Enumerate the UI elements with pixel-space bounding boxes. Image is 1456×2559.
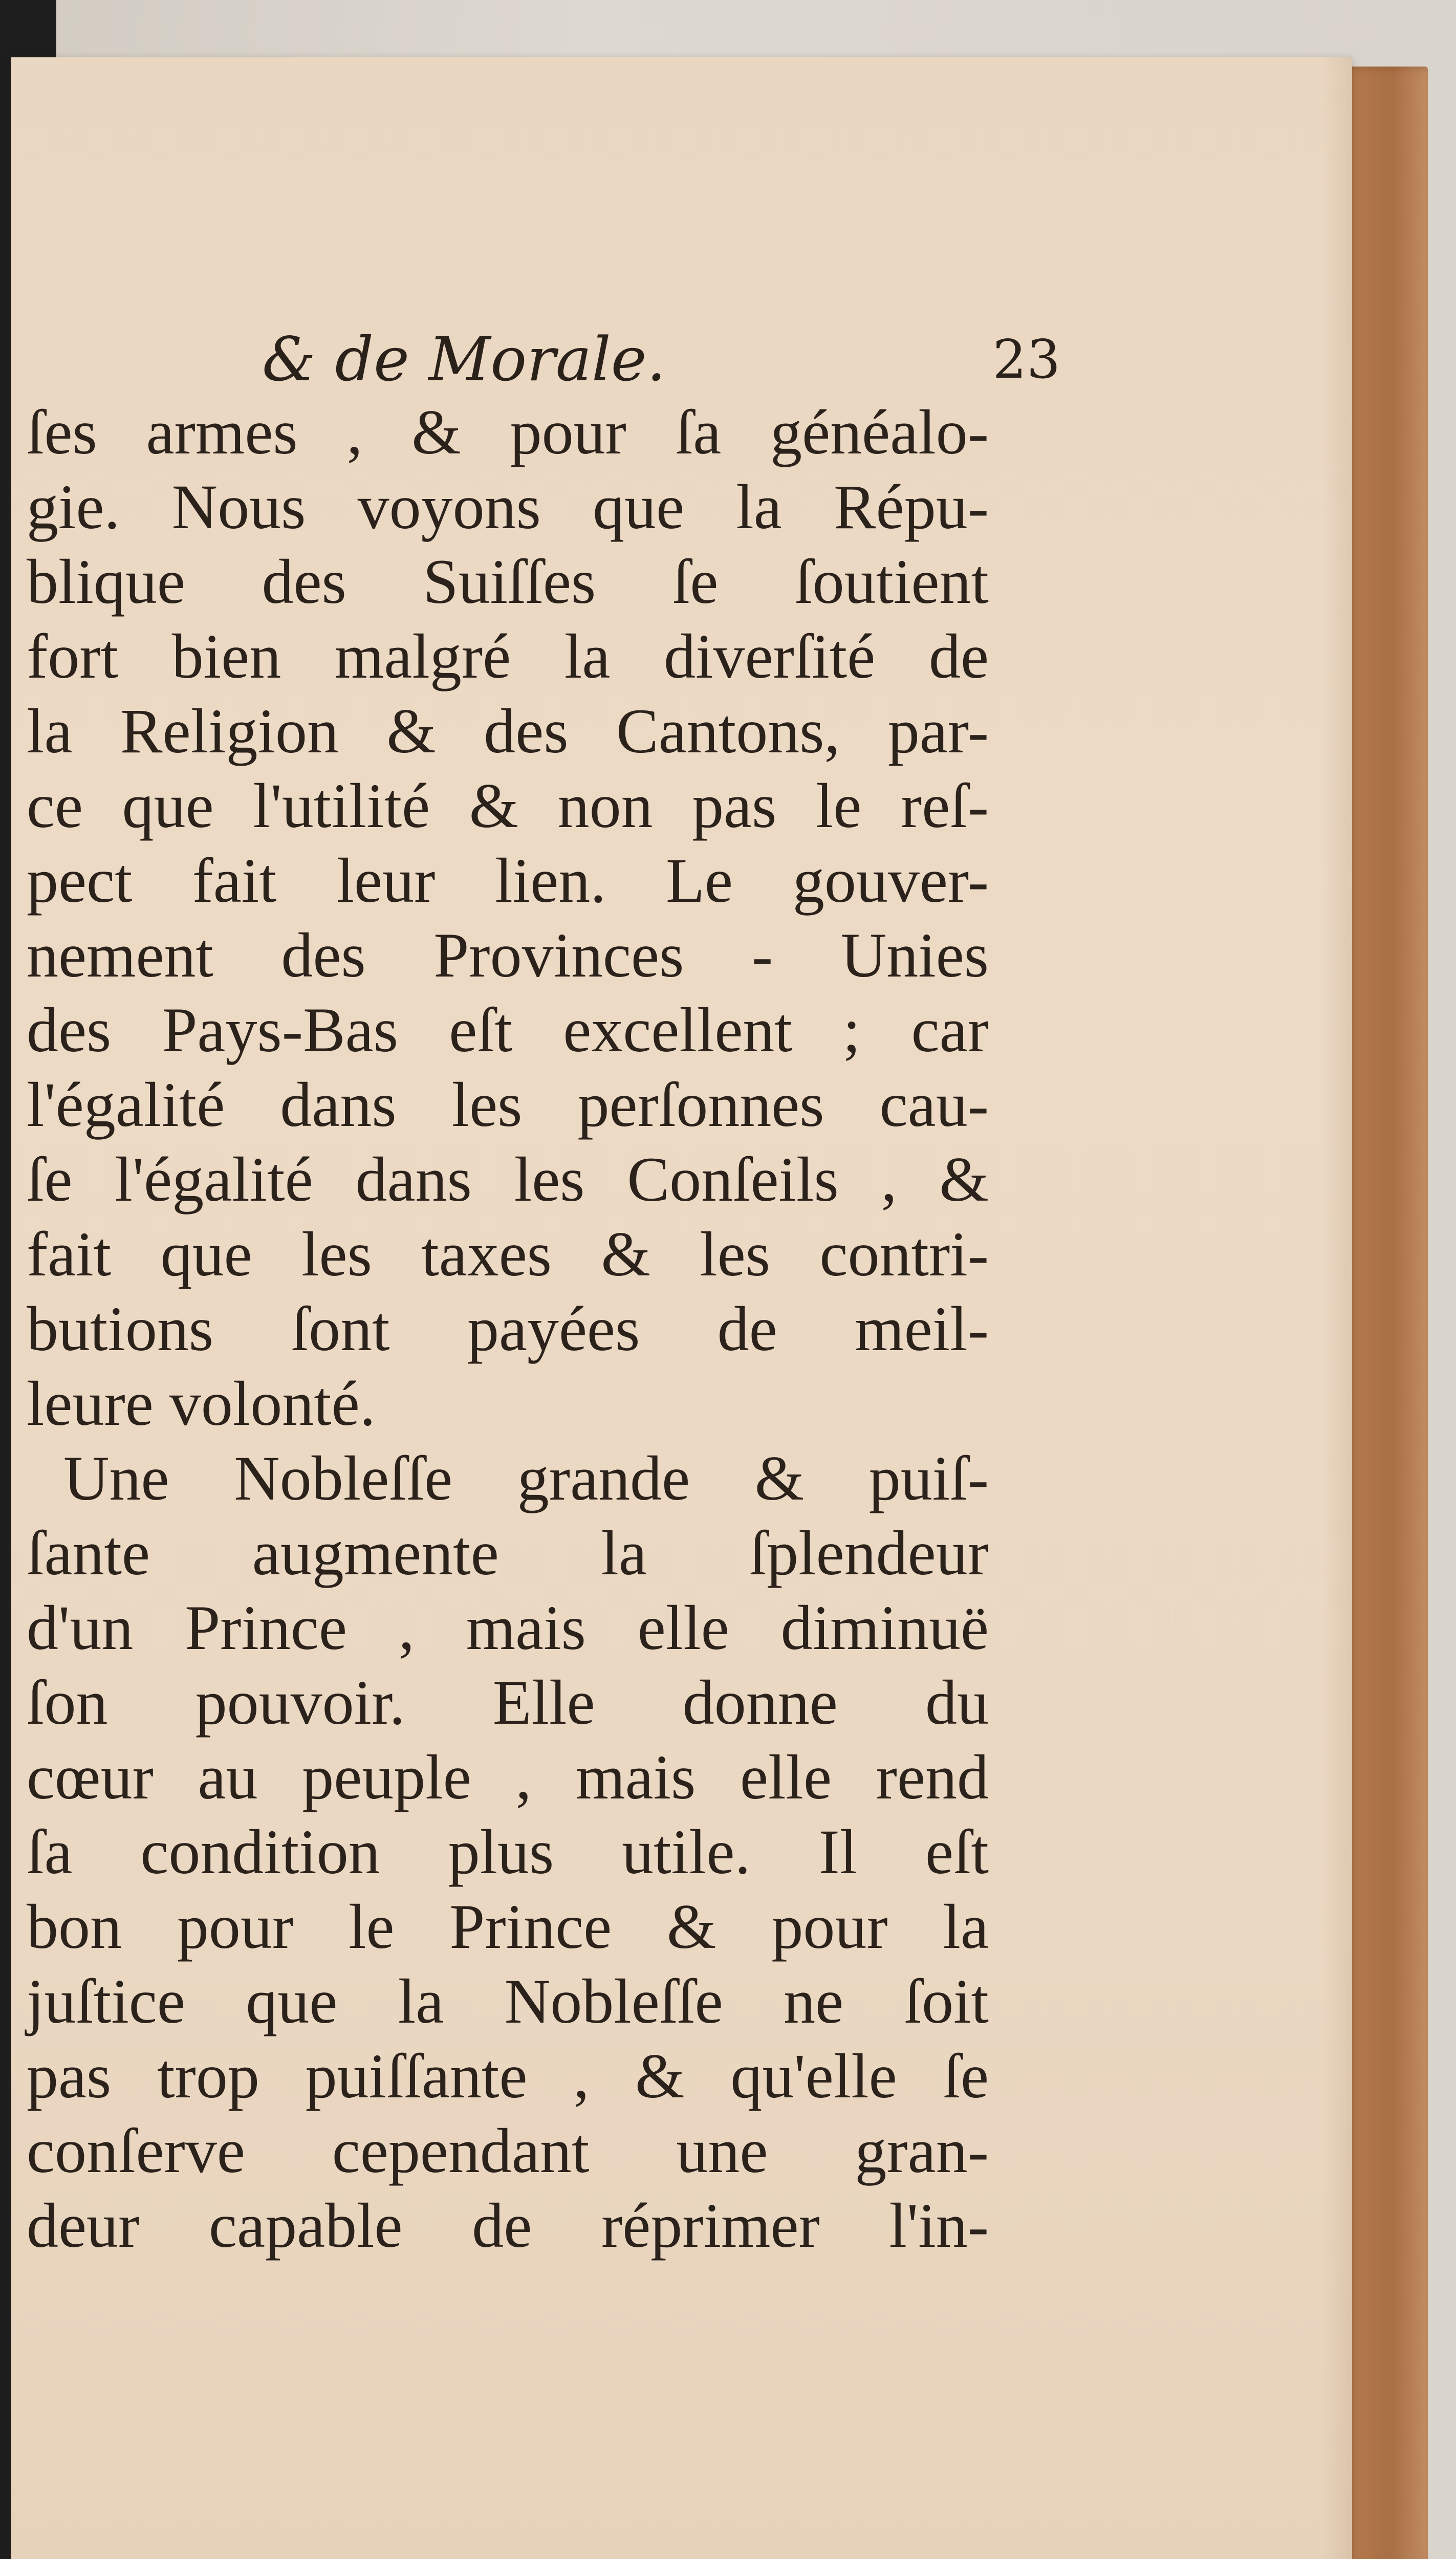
text-line: bon pour le Prince & pour la bbox=[27, 1892, 989, 1962]
text-line: pect fait leur lien. Le gouver- bbox=[27, 845, 989, 916]
text-line: ſon pouvoir. Elle donne du bbox=[27, 1667, 989, 1738]
text-line: ſes armes , & pour ſa généalo- bbox=[27, 397, 989, 467]
text-line: ſante augmente la ſplendeur bbox=[27, 1518, 989, 1588]
page-number: 23 bbox=[992, 328, 1060, 391]
text-line: cœur au peuple , mais elle rend bbox=[27, 1742, 989, 1812]
text-line: fort bien malgré la diverſité de bbox=[27, 621, 989, 691]
text-line: ſe l'égalité dans les Conſeils , & bbox=[27, 1144, 989, 1215]
body-text bbox=[27, 395, 989, 2263]
text-line: d'un Prince , mais elle diminuë bbox=[27, 1593, 989, 1663]
text-line: la Religion & des Cantons, par- bbox=[27, 696, 989, 766]
paragraph-start-line: Une Nobleſſe grande & puiſ- bbox=[63, 1443, 989, 1513]
book-page bbox=[11, 57, 1352, 2559]
text-line: blique des Suiſſes ſe ſoutient bbox=[27, 547, 989, 617]
text-line: deur capable de réprimer l'in- bbox=[27, 2191, 989, 2261]
text-line: l'égalité dans les perſonnes cau- bbox=[27, 1070, 989, 1140]
text-line: conſerve cependant une gran- bbox=[27, 2116, 989, 2186]
text-line: butions ſont payées de meil- bbox=[27, 1294, 989, 1364]
text-line: nement des Provinces - Unies bbox=[27, 920, 989, 990]
text-line: pas trop puiſſante , & qu'elle ſe bbox=[27, 2041, 989, 2111]
text-line: fait que les taxes & les contri- bbox=[27, 1219, 989, 1289]
text-line: ce que l'utilité & non pas le reſ- bbox=[27, 771, 989, 841]
text-line: ſa condition plus utile. Il eſt bbox=[27, 1817, 989, 1887]
paragraph-end-line: leure volonté. bbox=[27, 1369, 376, 1439]
text-line: des Pays-Bas eſt excellent ; car bbox=[27, 995, 989, 1065]
text-line: juſtice que la Nobleſſe ne ſoit bbox=[27, 1966, 989, 2036]
text-line: gie. Nous voyons que la Répu- bbox=[27, 472, 989, 542]
running-title: & de Morale. bbox=[262, 324, 666, 395]
running-header bbox=[262, 323, 1060, 395]
